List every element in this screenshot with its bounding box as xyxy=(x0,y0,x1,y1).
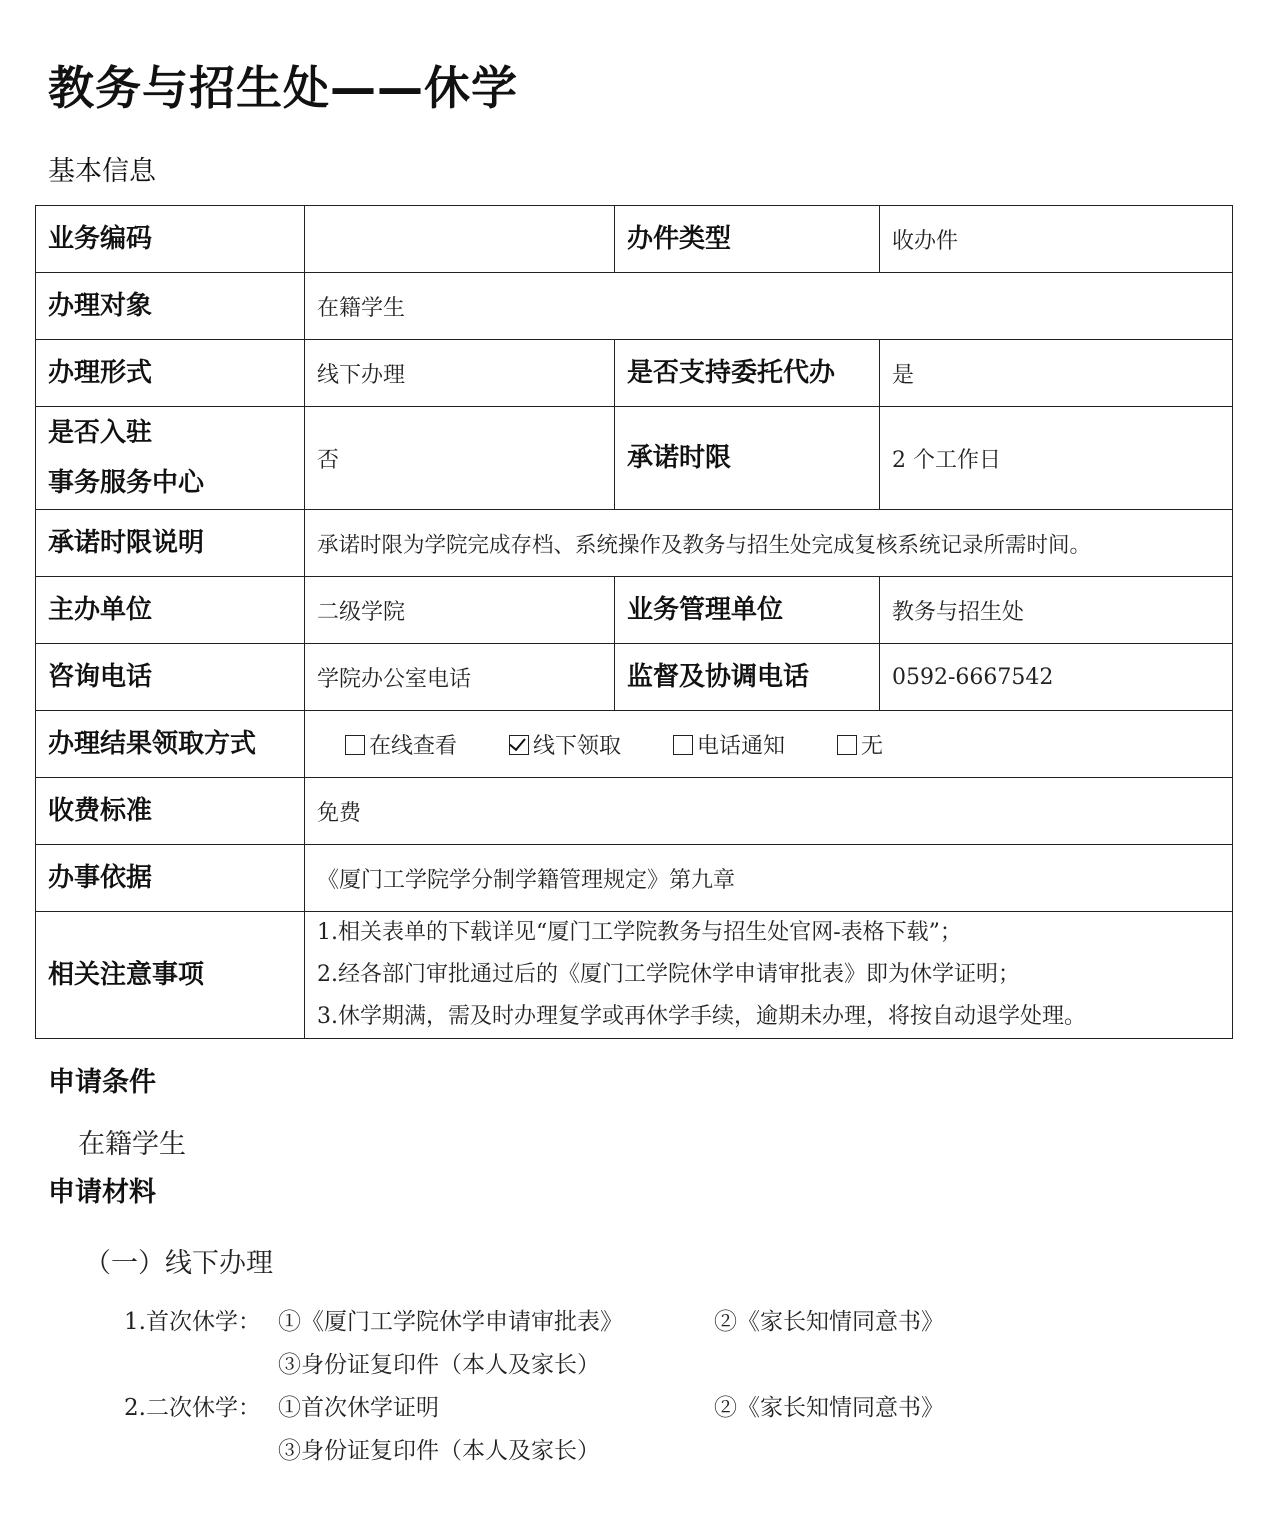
checkbox-icon[interactable] xyxy=(673,735,693,755)
basic-info-table xyxy=(35,205,1233,1039)
phone-label: 咨询电话 xyxy=(36,644,305,711)
result-option-label: 电话通知 xyxy=(697,733,786,759)
materials-heading: 申请材料 xyxy=(48,1177,156,1208)
case-type-label: 办件类型 xyxy=(615,206,880,273)
table-row xyxy=(36,340,1233,407)
table-row xyxy=(36,206,1233,273)
checkbox-checked-icon[interactable] xyxy=(509,735,529,755)
checkbox-icon[interactable] xyxy=(345,735,365,755)
first-leave-item: ②《家长知情同意书》 xyxy=(714,1309,944,1335)
conditions-heading: 申请条件 xyxy=(48,1067,156,1098)
manager-value: 教务与招生处 xyxy=(880,577,1233,644)
deadline-note-value: 承诺时限为学院完成存档、系统操作及教务与招生处完成复核系统记录所需时间。 xyxy=(305,510,1233,577)
table-row xyxy=(36,778,1233,845)
deadline-note-label: 承诺时限说明 xyxy=(36,510,305,577)
note-item: 2.经各部门审批通过后的《厦门工学院休学申请审批表》即为休学证明； xyxy=(317,962,1020,987)
result-label: 办理结果领取方式 xyxy=(36,711,305,778)
basis-label: 办事依据 xyxy=(36,845,305,912)
proxy-value: 是 xyxy=(880,340,1233,407)
center-label xyxy=(36,407,305,510)
result-option-offline[interactable] xyxy=(509,729,621,760)
table-row xyxy=(36,273,1233,340)
business-code-label: 业务编码 xyxy=(36,206,305,273)
notes-label: 相关注意事项 xyxy=(36,912,305,1039)
basic-info-heading: 基本信息 xyxy=(48,156,156,187)
conditions-value: 在籍学生 xyxy=(78,1129,186,1160)
second-leave-item: ③身份证复印件（本人及家长） xyxy=(278,1438,600,1464)
deadline-label: 承诺时限 xyxy=(615,407,880,510)
second-leave-item: ②《家长知情同意书》 xyxy=(714,1395,944,1421)
table-row xyxy=(36,510,1233,577)
fee-label: 收费标准 xyxy=(36,778,305,845)
target-label: 办理对象 xyxy=(36,273,305,340)
deadline-value: 2 个工作日 xyxy=(880,407,1233,510)
business-code-value xyxy=(305,206,615,273)
first-leave-item: ③身份证复印件（本人及家长） xyxy=(278,1352,600,1378)
checkbox-icon[interactable] xyxy=(837,735,857,755)
result-option-label: 无 xyxy=(861,733,884,759)
result-option-online[interactable] xyxy=(345,729,457,760)
form-value: 线下办理 xyxy=(305,340,615,407)
result-option-label: 在线查看 xyxy=(369,733,458,759)
fee-value: 免费 xyxy=(305,778,1233,845)
result-option-phone[interactable] xyxy=(673,729,785,760)
result-option-label: 线下领取 xyxy=(533,733,622,759)
manager-label: 业务管理单位 xyxy=(615,577,880,644)
notes-value xyxy=(305,912,1233,1039)
center-label-line1: 是否入驻 xyxy=(48,418,153,448)
table-row xyxy=(36,845,1233,912)
table-row xyxy=(36,644,1233,711)
target-value: 在籍学生 xyxy=(305,273,1233,340)
supervise-value: 0592-6667542 xyxy=(880,644,1233,711)
table-row xyxy=(36,711,1233,778)
supervise-label: 监督及协调电话 xyxy=(615,644,880,711)
form-label: 办理形式 xyxy=(36,340,305,407)
host-label: 主办单位 xyxy=(36,577,305,644)
host-value: 二级学院 xyxy=(305,577,615,644)
case-type-value: 收办件 xyxy=(880,206,1233,273)
page-title: 教务与招生处——休学 xyxy=(48,61,518,115)
note-item: 3.休学期满，需及时办理复学或再休学手续，逾期未办理，将按自动退学处理。 xyxy=(317,1004,1086,1029)
result-option-none[interactable] xyxy=(837,729,883,760)
basis-value: 《厦门工学院学分制学籍管理规定》第九章 xyxy=(305,845,1233,912)
offline-heading: （一）线下办理 xyxy=(84,1248,273,1279)
second-leave-item: ①首次休学证明 xyxy=(278,1395,439,1421)
second-leave-label: 2.二次休学： xyxy=(124,1395,261,1421)
center-value: 否 xyxy=(305,407,615,510)
first-leave-label: 1.首次休学： xyxy=(124,1309,261,1335)
table-row xyxy=(36,912,1233,1039)
center-label-line2: 事务服务中心 xyxy=(48,468,205,498)
note-item: 1.相关表单的下载详见“厦门工学院教务与招生处官网-表格下载”； xyxy=(317,920,962,945)
result-options xyxy=(305,711,1233,778)
phone-value: 学院办公室电话 xyxy=(305,644,615,711)
table-row xyxy=(36,407,1233,510)
first-leave-item: ①《厦门工学院休学申请审批表》 xyxy=(278,1309,623,1335)
proxy-label: 是否支持委托代办 xyxy=(615,340,880,407)
table-row xyxy=(36,577,1233,644)
